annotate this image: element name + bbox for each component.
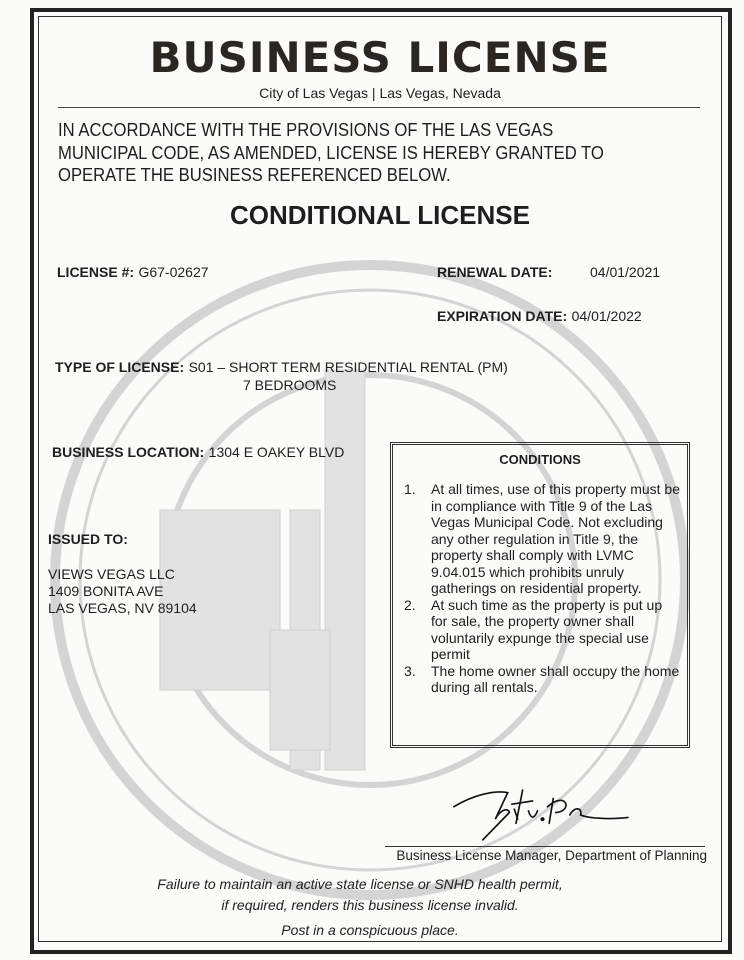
business-location-value: 1304 E OAKEY BLVD [208,444,345,460]
expiration-date-value: 04/01/2022 [571,308,642,324]
business-location-label: BUSINESS LOCATION: [52,444,205,460]
preamble [58,119,700,187]
condition-text: The home owner shall occupy the home during all rentals. [431,662,680,695]
conditions-title: CONDITIONS [499,452,581,467]
issued-to-line: 1409 BONITA AVE [48,583,164,599]
preamble-line: OPERATE THE BUSINESS REFERENCED BELOW. [58,164,451,185]
condition-item [404,597,680,663]
warning-line: Failure to maintain an active state license or SNHD health permit, [157,876,563,892]
condition-number: 3. [404,662,416,679]
type-of-license-field [55,359,508,376]
license-number-field [57,264,209,281]
document-title: BUSINESS LICENSE [149,33,611,82]
condition-item [404,663,680,696]
conditions-list [404,481,680,696]
type-of-license-value: S01 – SHORT TERM RESIDENTIAL RENTAL (PM) [188,359,508,375]
renewal-date-label: RENEWAL DATE: [437,264,553,280]
issued-to-line: LAS VEGAS, NV 89104 [48,600,197,616]
expiration-date-field [437,308,642,325]
license-type-heading: CONDITIONAL LICENSE [230,200,530,230]
issued-to-address [48,566,197,617]
signature-line [385,846,705,847]
document-subtitle: City of Las Vegas | Las Vegas, Nevada [259,85,501,101]
condition-text: At all times, use of this property must be in compliance with Title 9 of the Las Vegas Municipal Code. Not excluding any other regulation in Title 9, the property shall comply with LVMC 9.04.015 which prohibits unruly gatherings on residential property. [431,481,680,596]
post-notice: Post in a conspicuous place. [281,922,459,938]
expiration-date-label: EXPIRATION DATE: [437,308,568,324]
signature-caption: Business License Manager, Department of Planning [396,848,707,863]
condition-number: 1. [404,481,416,497]
warning-line: if required, renders this business license invalid. [221,897,519,913]
issued-to-label: ISSUED TO: [48,531,128,547]
preamble-line: MUNICIPAL CODE, AS AMENDED, LICENSE IS HEREBY GRANTED TO [58,141,604,163]
condition-item [404,481,680,597]
renewal-date-value: 04/01/2021 [590,264,661,280]
business-location-field [52,444,344,461]
license-number-value: G67-02627 [138,264,209,280]
type-of-license-label: TYPE OF LICENSE: [55,359,185,375]
condition-text: At such time as the property is put up for sale, the property owner shall voluntarily expunge the special use permit [431,596,663,662]
issued-to-line: VIEWS VEGAS LLC [48,566,175,582]
divider [58,107,700,108]
license-number-label: LICENSE #: [57,264,135,280]
preamble-line: IN ACCORDANCE WITH THE PROVISIONS OF THE LAS VEGAS [58,119,554,140]
type-of-license-detail: 7 BEDROOMS [243,377,337,393]
signature-mark [430,786,660,844]
condition-number: 2. [404,596,416,613]
